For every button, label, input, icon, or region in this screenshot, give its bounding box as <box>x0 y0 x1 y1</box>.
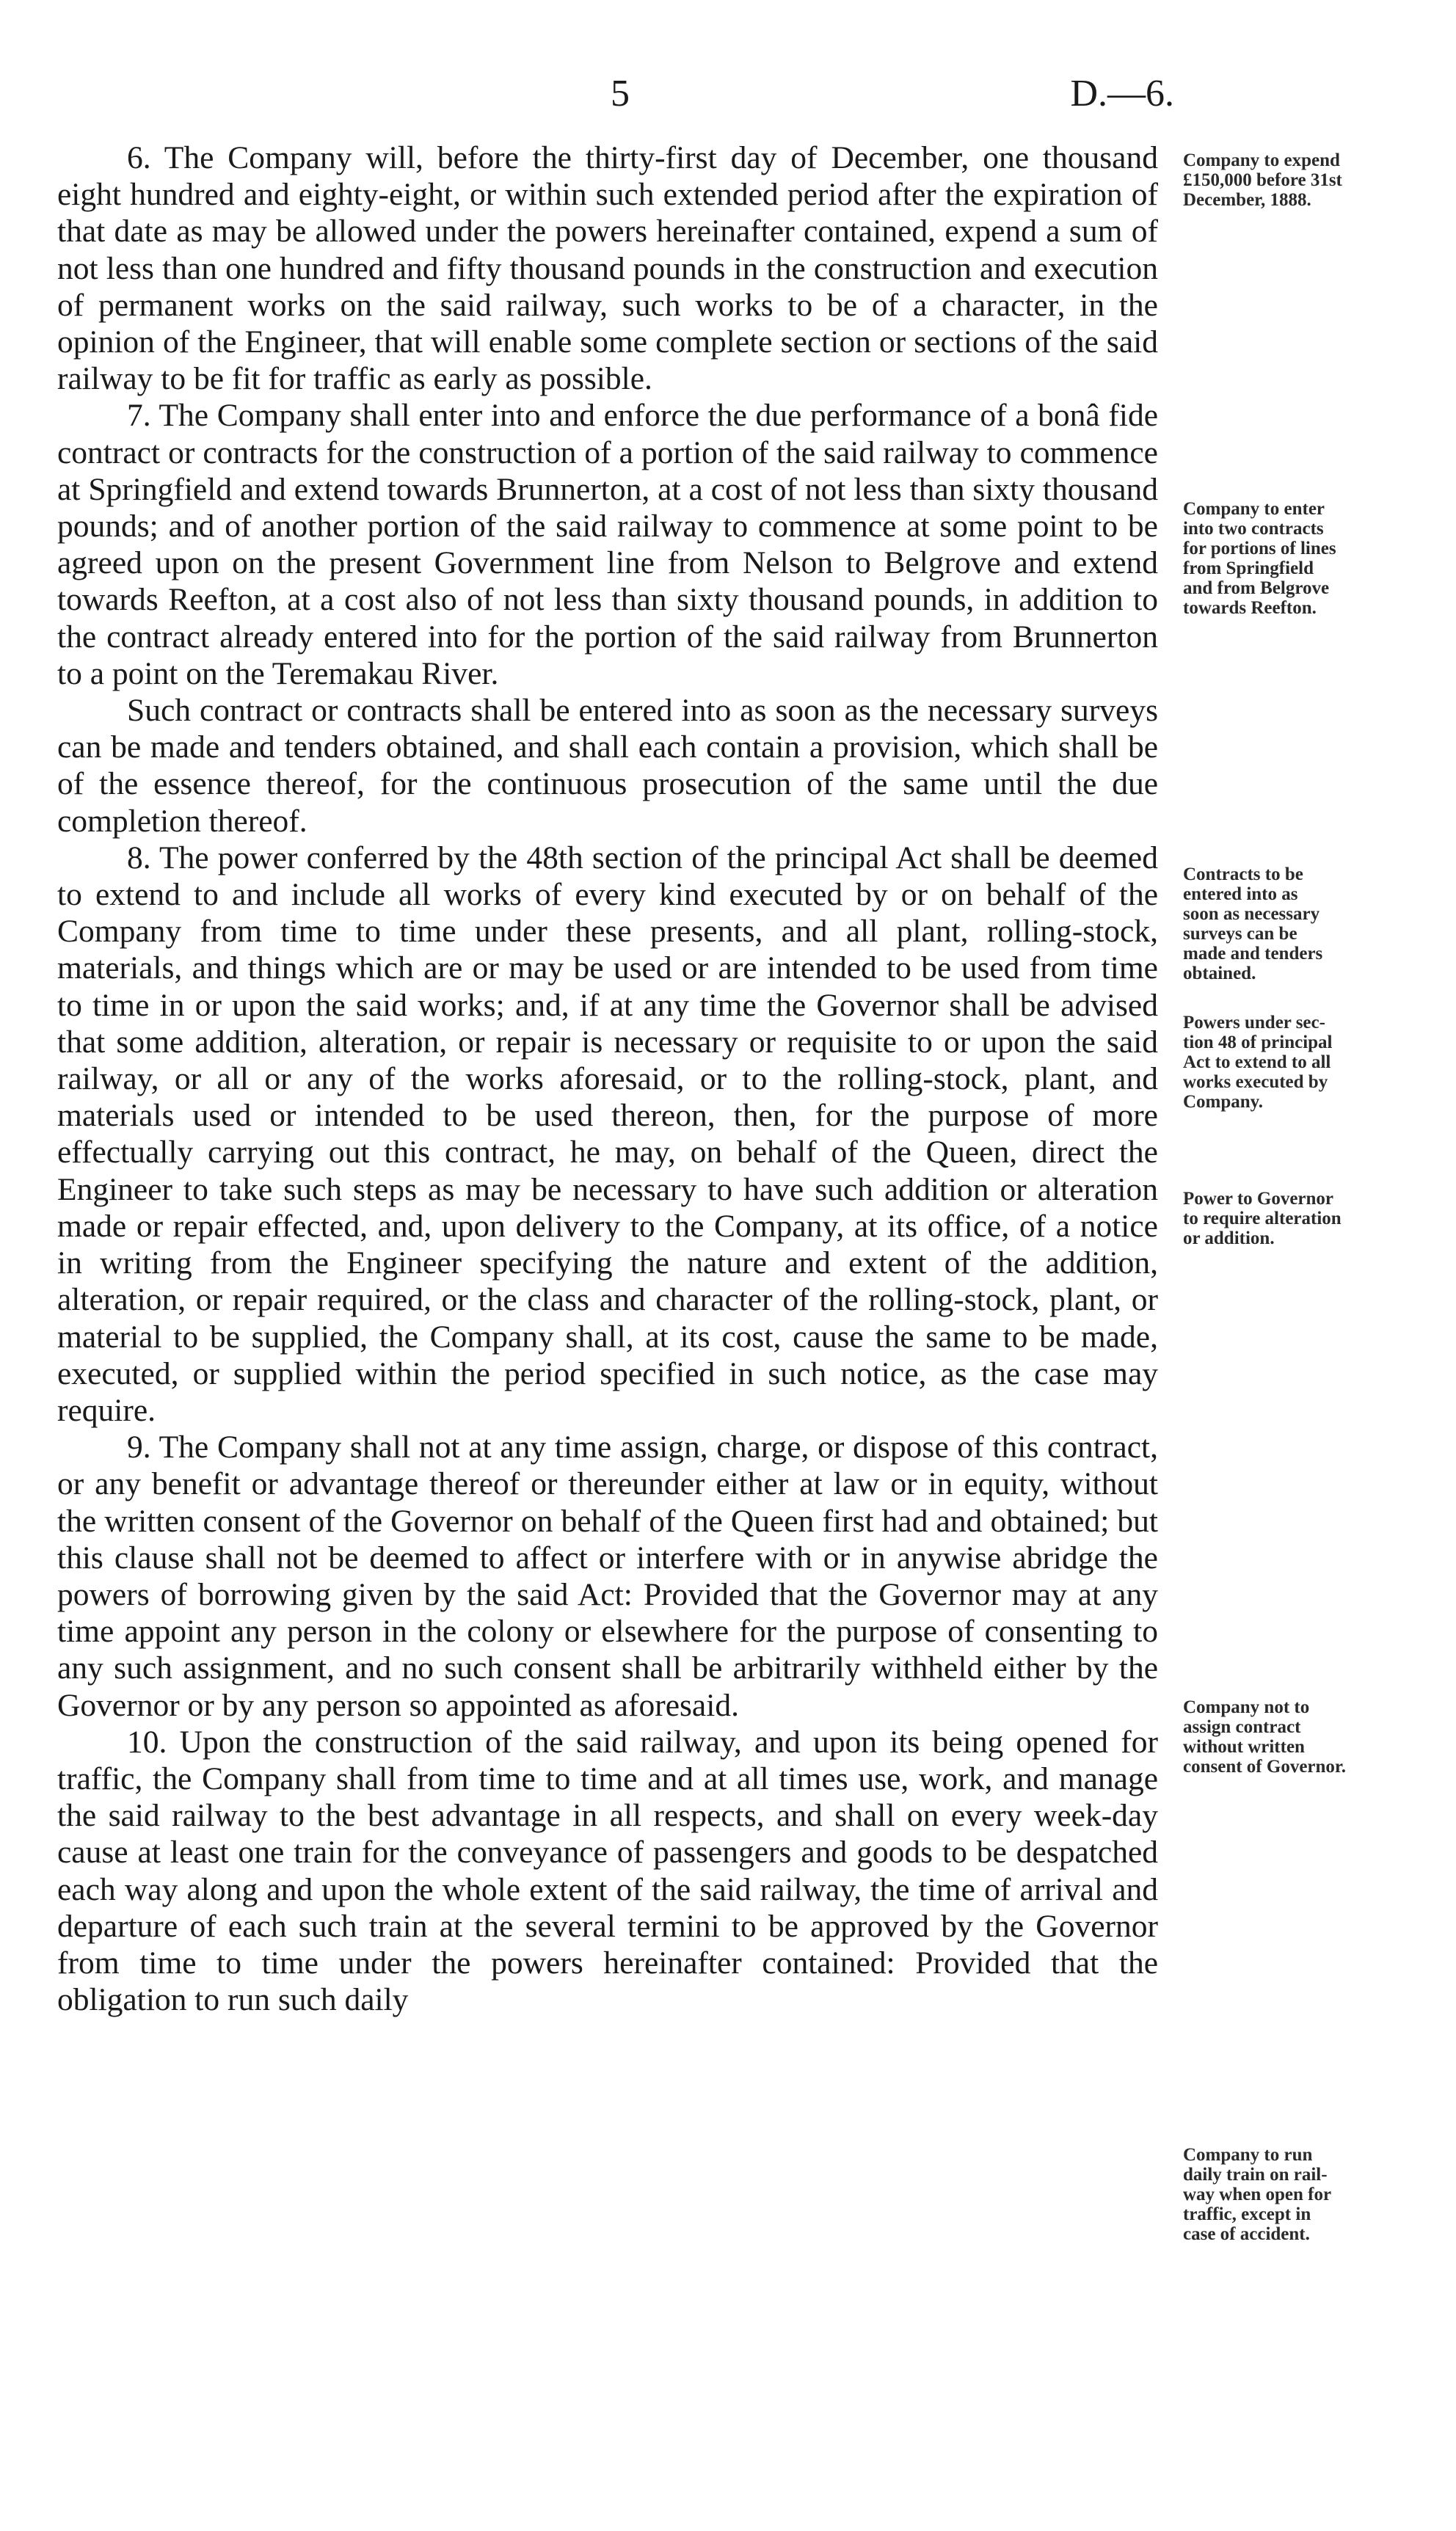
paragraph-clause-8: 8. The power conferred by the 48th section of the principal Act shall be deemed to extend to and include all works of every kind executed by or on behalf of the Company from time to time under these presents, and all plant, rolling-stock, materials, and things which are or may be used or are intended to be used from time to time in or upon the said works; and, if at any time the Governor shall be advised that some addition, alteration, or repair is necessary or requisite to or upon the said railway, or all or any of the works aforesaid, or to the rolling-stock, plant, and materials used or intended to be used thereon, then, for the purpose of more effectually carrying out this contract, he may, on behalf of the Queen, direct the Engineer to take such steps as may be necessary to have such addition or alteration made or repair effected, and, upon delivery to the Company, at its office, of a notice in writing from the Engineer specifying the nature and extent of the addition, alteration, or repair required, or the class and character of the rolling-stock, plant, or material to be supplied, the Company shall, at its cost, cause the same to be made, executed, or supplied within the period specified in such notice, as the case may require. <box>57 840 1158 1428</box>
margin-note-line: case of accident. <box>1183 2224 1310 2244</box>
margin-note-line: and from Belgrove <box>1183 578 1330 598</box>
margin-note-line: daily train on rail- <box>1183 2165 1328 2185</box>
margin-note-line: tion 48 of principal <box>1183 1033 1333 1052</box>
margin-note-line: into two contracts <box>1183 519 1324 539</box>
margin-note-line: Company to enter <box>1183 499 1325 519</box>
paragraph-clause-7: 7. The Company shall enter into and enforce the due performance of a bonâ fide contract or contracts for the construction of a portion of the said railway to commence at Springfield and extend towards Brunnerton, at a cost of not less than sixty thousand pounds; and of another portion of the said railway to commence at some point to be agreed upon on the present Government line from Nelson to Belgrove and extend towards Reefton, at a cost also of not less than sixty thousand pounds, in addition to the contract already entered into for the portion of the said railway from Brunnerton to a point on the Teremakau River. <box>57 398 1158 691</box>
margin-note-line: or addition. <box>1183 1228 1275 1248</box>
margin-note-no-assign <box>1183 1697 1425 1777</box>
margin-note-line: entered into as <box>1183 884 1298 904</box>
margin-note-line: Company not to <box>1183 1697 1310 1717</box>
margin-note-line: obtained. <box>1183 964 1256 983</box>
margin-note-section-48 <box>1183 1013 1425 1112</box>
paragraph-clause-9: 9. The Company shall not at any time assign, charge, or dispose of this contract, or any benefit or advantage thereof or thereunder either at law or in equity, without the written consent of the Governor on behalf of the Queen first had and obtained; but this clause shall not be deemed to affect or interfere with or in anywise abridge the powers of borrowing given by the said Act: Provided that the Governor may at any time appoint any person in the colony or elsewhere for the purpose of consenting to any such assignment, and no such consent shall be arbitrarily withheld either by the Governor or by any person so appointed as aforesaid. <box>57 1430 1158 1723</box>
margin-note-expend <box>1183 150 1425 210</box>
margin-note-line: without written <box>1183 1737 1305 1757</box>
margin-note-line: Powers under sec- <box>1183 1013 1325 1033</box>
margin-note-line: December, 1888. <box>1183 190 1311 210</box>
margin-note-line: soon as necessary <box>1183 904 1320 924</box>
margin-note-line: for portions of lines <box>1183 539 1336 558</box>
margin-note-two-contracts <box>1183 499 1425 618</box>
margin-note-line: traffic, except in <box>1183 2204 1311 2224</box>
paragraph-contracts: Such contract or contracts shall be entered into as soon as the necessary surveys can be made and tenders obtained, and shall each contain a provision, which shall be of the essence thereof, for the continuous prosecution of the same until the due completion thereof. <box>57 693 1158 839</box>
margin-note-line: Company to expend <box>1183 150 1340 170</box>
margin-note-line: consent of Governor. <box>1183 1757 1346 1777</box>
margin-note-line: £150,000 before 31st <box>1183 170 1342 190</box>
margin-note-line: to require alteration <box>1183 1209 1342 1228</box>
body-text <box>57 139 1158 2018</box>
margin-note-daily-train <box>1183 2145 1425 2244</box>
margin-note-line: Company to run <box>1183 2145 1313 2165</box>
margin-note-line: works executed by <box>1183 1072 1328 1092</box>
margin-note-line: Contracts to be <box>1183 864 1303 884</box>
margin-note-line: Power to Governor <box>1183 1189 1334 1209</box>
margin-note-line: Company. <box>1183 1092 1264 1112</box>
margin-note-line: made and tenders <box>1183 944 1323 964</box>
paragraph-clause-6: 6. The Company will, before the thirty-first day of December, one thousand eight hundred and eighty-eight, or within such extended period after the expiration of that date as may be allowed under the powers hereinafter contained, expend a sum of not less than one hundred and fifty thousand pounds in the construction and execution of permanent works on the said railway, such works to be of a character, in the opinion of the Engineer, that will enable some complete section or sections of the said railway to be fit for traffic as early as possible. <box>57 140 1158 397</box>
margin-note-governor-alteration <box>1183 1189 1425 1248</box>
margin-note-line: assign contract <box>1183 1717 1301 1737</box>
document-reference: D.—6. <box>1070 73 1174 114</box>
margin-note-surveys <box>1183 864 1425 983</box>
margin-note-line: surveys can be <box>1183 924 1297 944</box>
margin-note-line: way when open for <box>1183 2185 1332 2204</box>
paragraph-clause-10: 10. Upon the construction of the said railway, and upon its being opened for traffic, the Company shall from time to time and at all times use, work, and manage the said railway to the best advantage in all respects, and shall on every week-day cause at least one train for the conveyance of passengers and goods to be despatched each way along and upon the whole extent of the said railway, the time of arrival and departure of each such train at the several termini to be approved by the Governor from time to time under the powers hereinafter contained: Provided that the obligation to run such daily <box>57 1724 1158 2018</box>
page-number: 5 <box>611 73 630 114</box>
margin-note-line: from Springfield <box>1183 558 1314 578</box>
margin-note-line: Act to extend to all <box>1183 1052 1331 1072</box>
margin-note-line: towards Reefton. <box>1183 598 1317 618</box>
